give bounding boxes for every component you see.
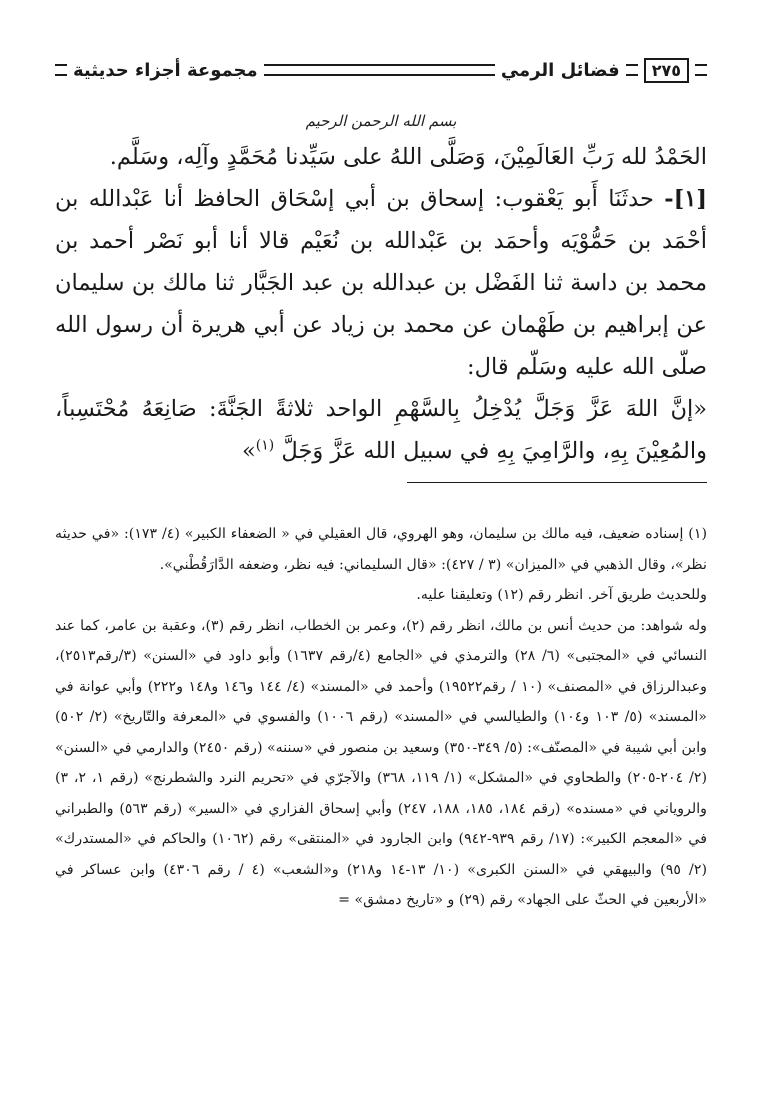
footnote-1: (١) إسناده ضعيف، فيه مالك بن سليمان، وهو الهروي، قال العقيلي في « الضعفاء الكبير» (٤/ ١٧٣): «في حديثه نظر»، وقال الذهبي في «الميزان» (٣ / ٤٢٧): «قال السليماني: فيه نظر، وضعفه الدَّارَقُطْني». — [55, 526, 707, 573]
footnote-separator — [407, 482, 707, 483]
footnote-shawahid: وله شواهد: من حديث أنس بن مالك، انظر رقم (٢)، وعمر بن الخطاب، انظر رقم (٣)، وعقبة بن عامر، كما عند النسائي في «المجتبى» (٦/ ٢٨) والترمذي في «الجامع (٤/رقم ١٦٣٧) وأبو داود في «السنن» (٣/رقم٢٥١٣)، وعبدالرزاق في «المصنف» (١٠ / رقم١٩٥٢٢) وأحمد في «المسند» (٤/ ١٤٤ و١٤٦ و١٤٨ و٢٢٢) وأبي عوانة في «المسند» (٥/ ١٠٣ و١٠٤) والطيالسي في «المسند» (رقم ١٠٠٦) والفسوي في «المعرفة والتّاريخ» (٢/ ٥٠٢) وابن أبي شيبة في «المصنّف»: (٥/ ٣٤٩-٣٥٠) وسعيد بن منصور في «سننه» (رقم ٢٤٥٠) والدارمي في «السنن» (٢/ ٢٠٤-٢٠٥) والطحاوي في «المشكل» (١/ ١١٩، ٣٦٨) والآجرّي في «تحريم النرد والشطرنج» (رقم ١، ٢، ٣) والروياني في «مسنده» (رقم ١٨٤، ١٨٥، ١٨٨، ٢٤٧) وأبي إسحاق الفزاري في «السير» (رقم ٥٦٣) والطبراني في «المعجم الكبير»: (١٧/ رقم ٩٣٩-٩٤٢) وابن الجارود في «المنتقى» رقم (١٠٦٢) والحاكم في «المستدرك» (٢/ ٩٥) والبيهقي في «السنن الكبرى» (١٠/ ١٣-١٤ و٢١٨) و«الشعب» (٤ / رقم ٤٣٠٦) وابن عساكر في «الأربعين في الحثّ على الجهاد» رقم (٢٩) و «تاريخ دمشق» = — [55, 617, 708, 908]
matn-close-quote: » — [242, 438, 256, 464]
footnotes — [55, 519, 707, 916]
header-rule-middle — [264, 64, 495, 76]
footnote-marker: (١) — [255, 437, 275, 454]
header-rule-left — [695, 64, 707, 76]
opening-praise: الحَمْدُ لله رَبِّ العَالَمِيْنَ، وَصَلَّى اللهُ على سَيِّدنا مُحَمَّدٍ وآلِه، وسَلَّم. — [109, 144, 707, 170]
book-page — [55, 50, 707, 916]
part-title: فضائل الرمي — [500, 59, 620, 81]
hadith-isnad: حدثَنَا أَبو يَعْقوب: إسحاق بن أبي إسْحَاق الحافظ أنا عَبْدالله بن أحْمَد بن حَمُّوْيَه وأحمَد بن عَبْدالله بن نُعَيْم قالا أنا أبو نَصْر أحمد بن محمد بن داسة ثنا الفَضْل بن عبدالله بن عبد الجَبَّار ثنا مالك بن سليمان عن إبراهيم بن طَهْمان عن محمد بن زياد عن أبي هريرة أن رسول الله صلّى الله عليه وسَلّم قال: — [55, 186, 707, 380]
hadith-isnad-paragraph — [55, 178, 707, 388]
page-number: ٢٧٥ — [644, 58, 689, 83]
header-rule-right — [55, 64, 67, 76]
hadith-number: [١]- — [664, 186, 707, 212]
main-text — [55, 136, 707, 472]
book-title: مجموعة أجزاء حديثية — [73, 59, 258, 81]
hadith-matn-paragraph — [55, 388, 707, 472]
footnote-other-route: وللحديث طريق آخر. انظر رقم (١٢) وتعليقنا عليه. — [416, 587, 707, 603]
hadith-matn: «إنَّ اللهَ عَزَّ وَجَلَّ يُدْخِلُ بِالسَّهْمِ الواحد ثلاثةً الجَنَّةَ: صَانِعَهُ مُحْتَسِباً، والمُعِيْنَ بِهِ، والرَّامِيَ بِهِ في سبيل الله عَزَّ وَجَلَّ — [55, 396, 707, 464]
running-header — [55, 50, 707, 90]
basmala: بسم الله الرحمن الرحيم — [305, 112, 457, 130]
header-rule-gap — [626, 64, 638, 76]
